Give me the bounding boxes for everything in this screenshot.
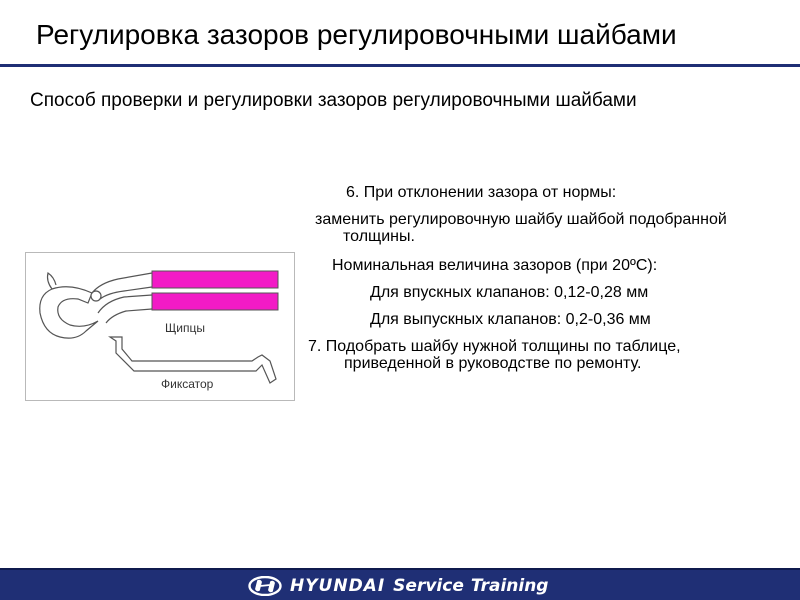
tool-illustration	[26, 253, 294, 400]
brand-service: Service	[393, 576, 464, 596]
pliers-arm-upper	[92, 273, 152, 293]
pliers-handle-lower	[152, 293, 278, 310]
pliers-jaw	[40, 287, 98, 338]
brand-training: Training	[470, 576, 549, 596]
slide-title: Регулировка зазоров регулировочными шайбами	[36, 19, 677, 50]
slide-subtitle: Способ проверки и регулировки зазоров регулировочными шайбами	[30, 90, 637, 111]
step-7: 7. Подобрать шайбу нужной толщины по таблице, приведенной в руководстве по ремонту.	[308, 338, 681, 372]
exhaust-clearance: Для выпускных клапанов: 0,2-0,36 мм	[370, 311, 651, 328]
brand-name: HYUNDAI	[290, 576, 386, 596]
step-6-action: заменить регулировочную шайбу шайбой подобранной толщины.	[315, 211, 727, 245]
label-pliers: Щипцы	[165, 321, 205, 335]
title-divider	[0, 64, 800, 67]
instruction-text	[305, 184, 775, 382]
brand-logo	[248, 574, 548, 598]
hyundai-logo-icon	[248, 576, 282, 596]
nominal-clearance-heading: Номинальная величина зазоров (при 20ºС):	[332, 257, 658, 274]
intake-clearance: Для впускных клапанов: 0,12-0,28 мм	[370, 284, 649, 301]
pliers-pivot	[91, 291, 101, 301]
pliers-handle-upper	[152, 271, 278, 288]
label-holder: Фиксатор	[161, 377, 214, 391]
pliers-arm-lower	[98, 295, 152, 313]
tool-figure	[25, 252, 295, 401]
pliers-jaw-tip	[48, 273, 57, 289]
pliers-arm-lower-inner	[106, 309, 152, 323]
step-6-heading: 6. При отклонении зазора от нормы:	[346, 184, 617, 201]
footer-bar	[0, 568, 800, 600]
